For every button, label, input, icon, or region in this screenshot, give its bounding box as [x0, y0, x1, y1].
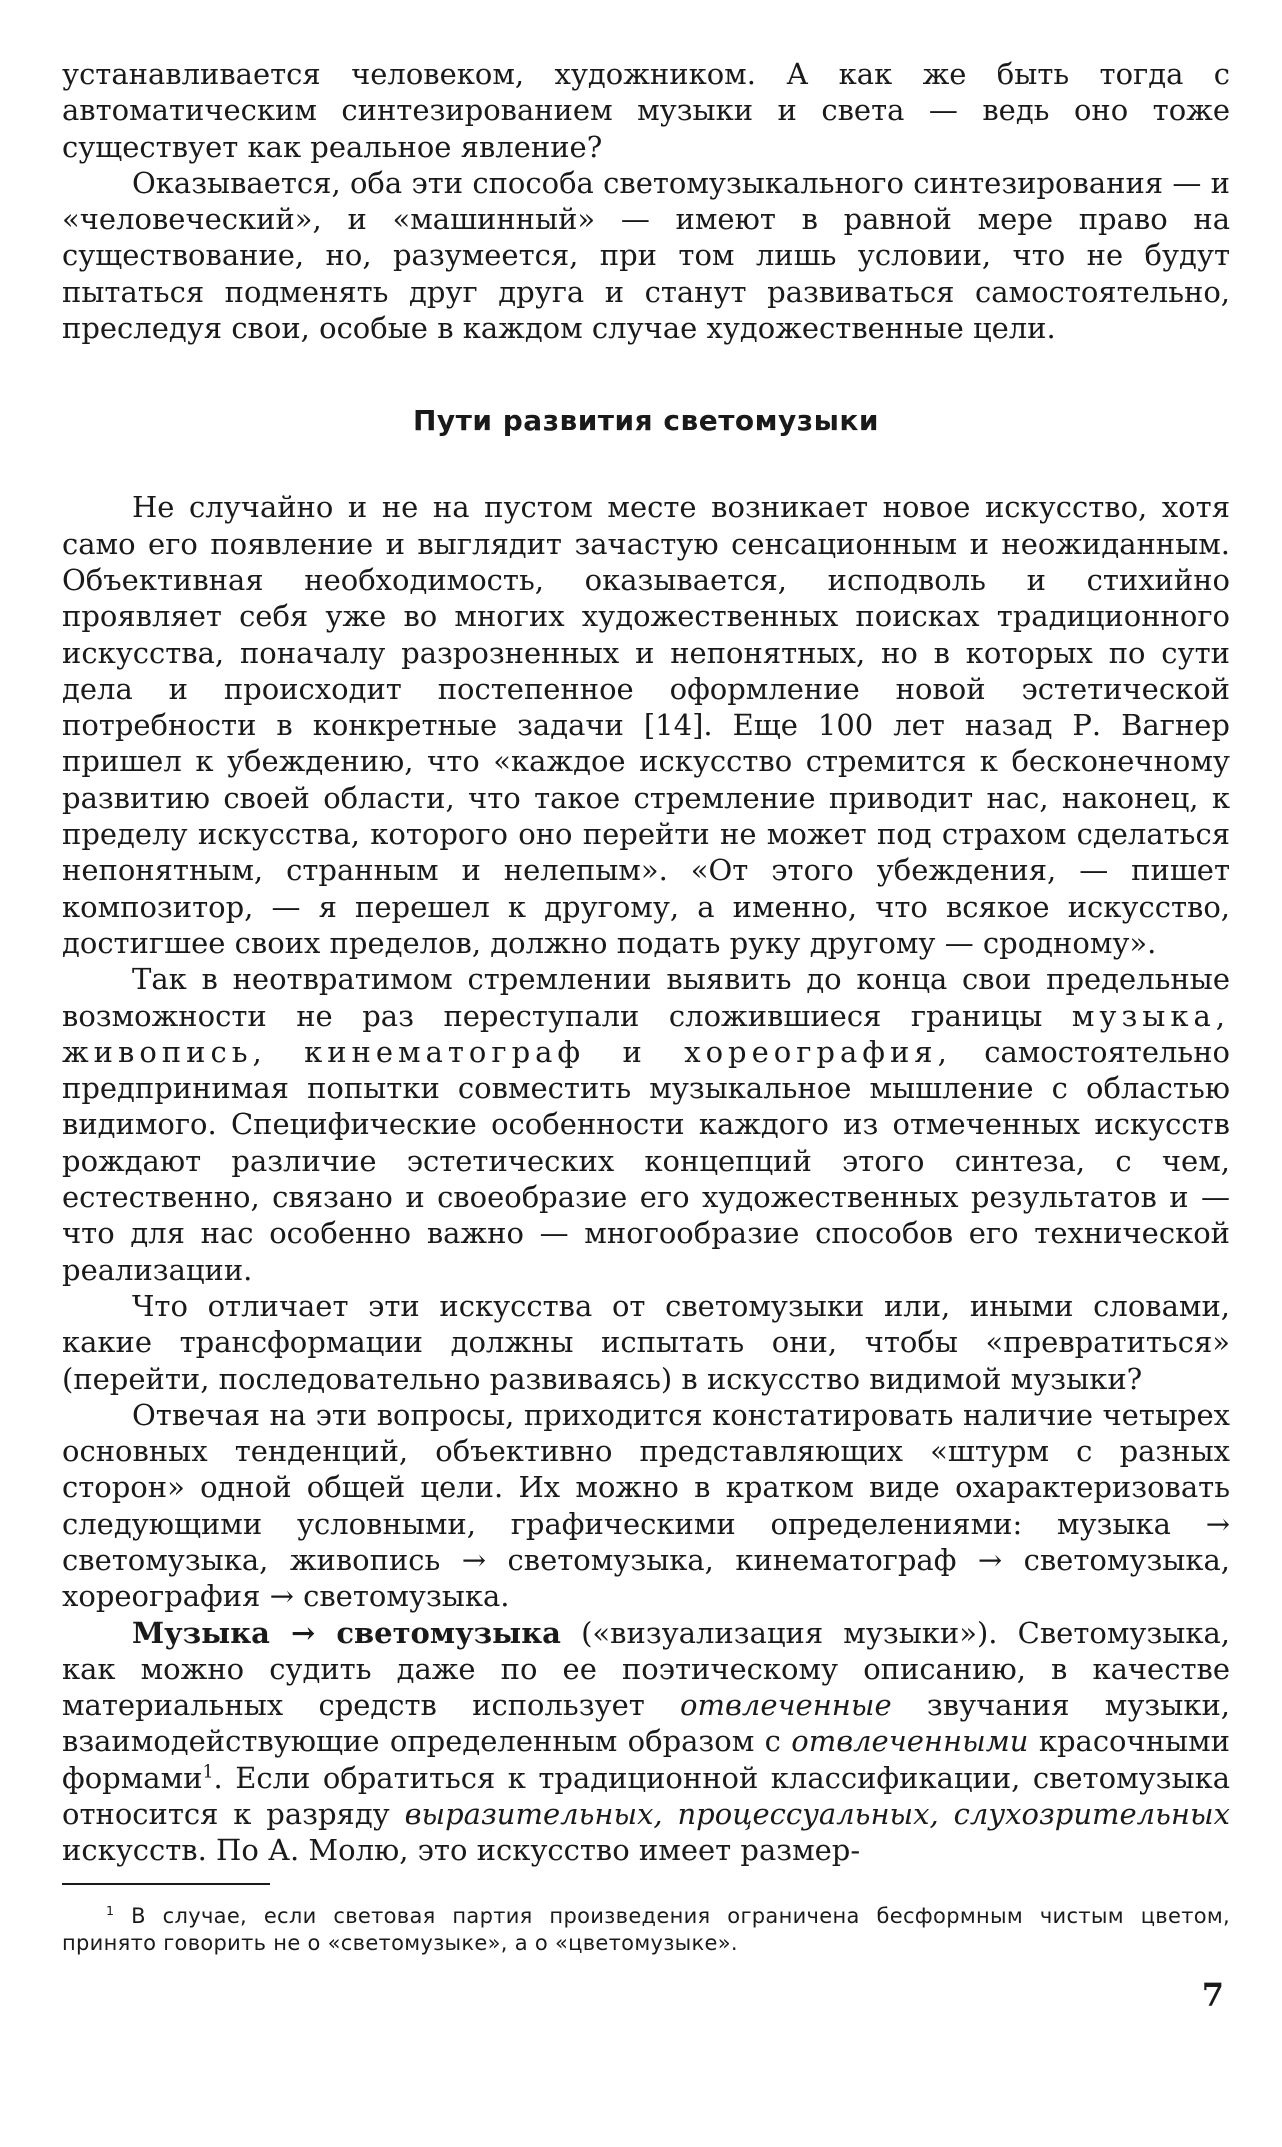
paragraph-arts	[62, 961, 1230, 1288]
paragraph-music-lightmusic	[62, 1615, 1230, 1869]
emphasis-abstract: отвлеченные	[680, 1688, 892, 1723]
footnote	[62, 1903, 1230, 1957]
paragraph-text-c: красочными формами	[62, 1724, 1230, 1795]
section-heading: Пути развития светомузыки	[412, 404, 880, 438]
page-number: 7	[1201, 1976, 1224, 2014]
footnote-divider	[62, 1883, 270, 1885]
paragraph-tendencies: Отвечая на эти вопросы, приходится констатировать наличие четырех основных тенденций, объективно представляющих «штурм с разных сторон» одной общей цели. Их можно в кратком виде охарактеризовать следующими условными, графическими определениями: музыка → светомузыка, живопись → светомузыка, кинематограф → светомузыка, хореография → светомузыка.	[62, 1397, 1230, 1614]
paragraph-text-e: искусств. По А. Молю, это искусство имеет размер-	[62, 1833, 861, 1868]
paragraph-two-methods: Оказывается, оба эти способа светомузыкального синтезирования — и «человеческий», и «машинный» — имеют в равной мере право на существование, но, разумеется, при том лишь условии, что не будут пытаться подменять друг друга и станут развиваться самостоятельно, преследуя свои, особые в каждом случае художественные цели.	[62, 165, 1230, 346]
paragraph-wagner: Не случайно и не на пустом месте возникает новое искусство, хотя само его появление и выглядит зачастую сенсационным и неожиданным. Объективная необходимость, оказывается, исподволь и стихийно проявляет себя уже во многих художественных поисках традиционного искусства, поначалу разрозненных и непонятных, но в которых по сути дела и происходит постепенное оформление новой эстетической потребности в конкретные задачи [14]. Еще 100 лет назад Р. Вагнер пришел к убеждению, что «каждое искусство стремится к бесконечному развитию своей области, что такое стремление приводит нас, наконец, к пределу искусства, которого оно перейти не может под страхом сделаться непонятным, странным и нелепым». «От этого убеждения, — пишет композитор, — я перешел к другому, а именно, что всякое искусство, достигшее своих пределов, должно подать руку другому — сродному».	[62, 490, 1230, 960]
paragraph-text-a: («визуализация музыки»). Светомузыка, как можно судить даже по ее поэтическому описанию, в качестве материальных средств использует	[62, 1615, 1230, 1723]
paragraph-question: Что отличает эти искусства от светомузыки или, иными словами, какие трансформации должны испытать они, чтобы «превратиться» (перейти, последовательно развиваясь) в искусство видимой музыки?	[62, 1288, 1230, 1396]
paragraph-continuation: устанавливается человеком, художником. А как же быть тогда с автоматическим синтезированием музыки и света — ведь оно тоже существует как реальное явление?	[62, 57, 1230, 164]
footnote-mark: 1	[106, 1902, 115, 1918]
paragraph-text-b: звучания музыки, взаимодействующие определенным образом с	[62, 1688, 1230, 1759]
arts-list-spaced: музыка, живопись, кинематограф и хореография,	[62, 998, 1231, 1069]
emphasis-abstract-forms: отвлеченными	[791, 1724, 1029, 1759]
term-music-to-lightmusic: Музыка → светомузыка	[132, 1615, 561, 1650]
footnote-body: В случае, если световая партия произведения ограничена бесформным чистым цветом, принято говорить не о «светомузыке», а о «цветомузыке».	[62, 1903, 1230, 1955]
footnote-text	[62, 1903, 1230, 1957]
emphasis-art-classes: выразительных, процессуальных, слухозрительных	[404, 1797, 1230, 1832]
paragraph-text-d: . Если обратиться к традиционной классификации, светомузыка относится к разряду	[62, 1760, 1230, 1832]
paragraph-arts-text-a: Так в неотвратимом стремлении выявить до конца свои предельные возможности не раз переступали сложившиеся границы	[62, 962, 1230, 1033]
footnote-reference[interactable]: 1	[202, 1762, 214, 1783]
paragraph-arts-text-c: самостоятельно предпринимая попытки совместить музыкальное мышление с областью видимого. Специфические особенности каждого из отмеченных искусств рождают различие эстетических концепций этого синтеза, с чем, естественно, связано и своеобразие его художественных результатов и — что для нас особенно важно — многообразие способов его технической реализации.	[62, 1034, 1231, 1287]
